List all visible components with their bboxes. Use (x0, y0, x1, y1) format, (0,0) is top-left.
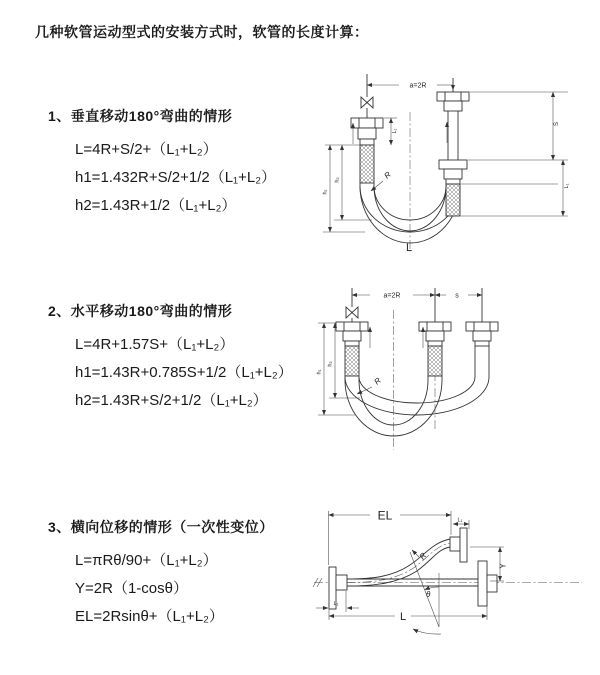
svg-text:L₁: L₁ (457, 517, 463, 524)
svg-text:L₁: L₁ (564, 183, 570, 189)
formula-line: h1=1.43R+0.785S+1/2（L₁+L₂） (75, 364, 293, 381)
formula-line: h2=1.43R+1/2（L₁+L₂） (75, 197, 237, 214)
dimension-l1-left (316, 591, 359, 612)
dimension-stroke (461, 92, 570, 216)
diagram-horizontal-180-bend (310, 280, 600, 455)
formula-line: h1=1.432R+S/2+1/2（L₁+L₂） (75, 169, 277, 186)
dimension-l (329, 606, 487, 623)
dimension-width (352, 293, 482, 300)
valve-icon (361, 97, 373, 108)
svg-text:h₁: h₁ (316, 369, 323, 375)
right-flange (478, 561, 497, 606)
section-1 (48, 106, 276, 220)
svg-text:s: s (455, 292, 459, 300)
hose-u-bends (345, 346, 489, 436)
left-fitting (336, 288, 368, 376)
svg-text:a=2R: a=2R (409, 82, 427, 90)
valve-icon (346, 307, 358, 318)
formula-line: L=4R+1.57S+（L₁+L₂） (75, 336, 235, 353)
right-fitting (466, 288, 498, 346)
formula-line: L=4R+S/2+（L₁+L₂） (75, 141, 218, 158)
svg-text:R: R (417, 551, 429, 562)
diagram-lateral-displacement (300, 495, 600, 650)
upper-flange (450, 528, 467, 562)
section-2 (48, 301, 293, 415)
hose-braid (360, 145, 374, 183)
diagram-vertical-180-bend (310, 70, 600, 260)
left-fitting (351, 74, 383, 183)
hose-braid (345, 346, 359, 376)
formula-line: EL=2Rsinθ+（L₁+L₂） (75, 608, 224, 625)
section-1-heading: 1、垂直移动180°弯曲的情形 (48, 108, 233, 124)
svg-text:EL: EL (377, 508, 393, 523)
formula-line: L=πRθ/90+（L₁+L₂） (75, 552, 218, 569)
dimension-el (329, 509, 452, 566)
section-2-heading: 2、水平移动180°弯曲的情形 (48, 303, 233, 319)
right-fitting (437, 78, 469, 216)
theta-label: θ (426, 590, 431, 599)
svg-text:L: L (399, 611, 407, 623)
formula-line: h2=1.43R+S/2+1/2（L₁+L₂） (75, 392, 268, 409)
hose-braid (446, 184, 460, 216)
svg-text:h₂: h₂ (334, 177, 341, 183)
svg-text:S: S (554, 121, 560, 127)
section-3 (48, 517, 274, 631)
dimension-fitting-left (384, 118, 398, 145)
svg-text:h₁: h₁ (322, 189, 329, 195)
page-title: 几种软管运动型式的安装方式时，软管的长度计算： (35, 24, 369, 40)
svg-text:R: R (382, 169, 393, 181)
formula-line: Y=2R（1-cosθ） (75, 580, 188, 597)
svg-text:a=2R: a=2R (383, 292, 401, 300)
svg-text:L₁: L₁ (333, 601, 339, 607)
hose-braid (428, 346, 442, 376)
svg-text:h₂: h₂ (327, 361, 334, 367)
movement-arrows (370, 327, 423, 348)
middle-fitting (419, 288, 451, 376)
length-label: L (405, 242, 413, 254)
section-3-heading: 3、横向位移的情形（一次性变位） (48, 519, 274, 535)
svg-text:Y: Y (498, 563, 508, 569)
radius-label (357, 376, 383, 394)
svg-text:R: R (372, 375, 383, 387)
dimension-width (367, 83, 453, 91)
svg-text:L₁: L₁ (392, 128, 398, 134)
dimension-l1-top (453, 518, 469, 530)
